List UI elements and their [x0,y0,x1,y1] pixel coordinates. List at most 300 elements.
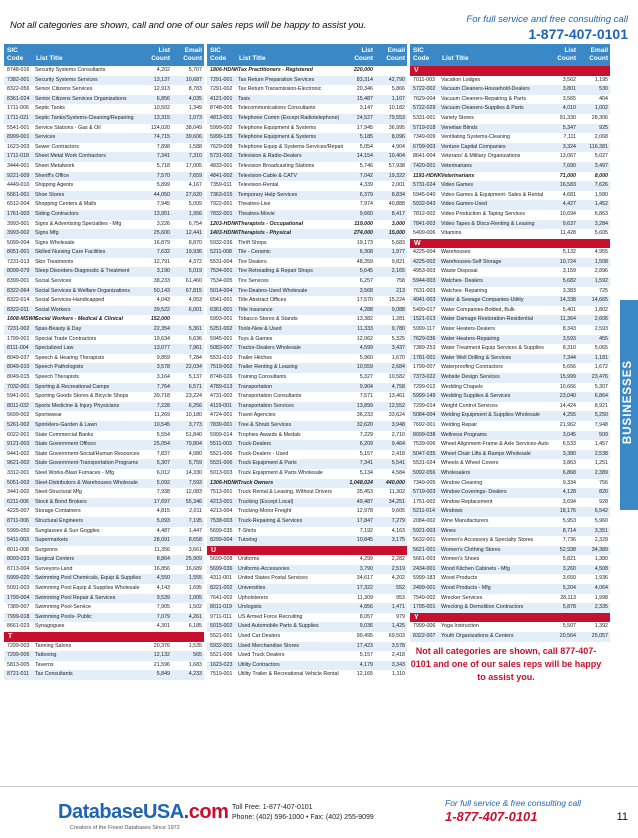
callout-text: For full service and free consulting call [466,14,628,25]
sic-code: 5099-004 [7,239,30,246]
sic-code: 7359-011 [210,182,232,189]
sic-code: 5531-010 [210,354,233,361]
sic-code: 7841-003 [413,220,436,227]
email-count: 7,284 [188,354,202,361]
sic-code: 1203-HDNK [210,220,239,227]
sic-code: 7922-001 [210,201,233,208]
sic-code: 1623-003 [7,143,30,150]
list-count: 5,307 [156,460,170,467]
email-count: 2,011 [189,508,202,515]
sic-code: 8748-016 [7,67,30,73]
table-row [410,124,610,134]
footer-callout-text: For full service & free consulting call [445,798,582,808]
email-count: 5,137 [188,374,202,380]
table-row [4,296,204,306]
list-count: 3,190 [156,268,170,275]
table-row [410,363,610,373]
list-count: 3,650 [562,575,576,582]
list-title: Truck-Repairing & Services [238,517,303,524]
list-count: 5,204 [562,585,576,592]
sic-code: 5999-149 [413,393,436,400]
sic-code: 5719-018 [413,124,436,131]
sic-code: 5731-024 [413,182,436,189]
table-row [410,287,610,297]
table-row [410,258,610,268]
list-title: Sheriff's Office [35,172,70,179]
list-title: Skilled Nursing Care Facilities [35,249,106,256]
list-title: Watches- Dealers [441,278,483,285]
table-row [207,651,407,661]
sic-code: 8011-032 [7,402,29,409]
table-row [410,383,610,393]
list-count: 39,522 [153,306,170,313]
email-count: 2,418 [391,652,405,659]
table-row [4,450,204,460]
sic-code: 5999-183 [413,575,436,582]
list-title: Uniforms [238,556,260,563]
email-count: 8,417 [391,210,405,217]
sic-code: 1608-MSWK [7,316,38,323]
sic-code: 5999-050 [7,527,30,534]
list-title: Water Heaters-Dealers [441,326,495,333]
email-count: 7,310 [188,153,202,160]
list-count: 5,157 [359,450,373,457]
list-count: 9,637 [562,220,576,227]
list-count: 7,632 [156,249,170,256]
email-count: 1,110 [392,671,405,678]
table-row [207,632,407,642]
table-row [4,172,204,182]
email-count: 79,804 [185,441,202,448]
list-title: Used Truck Dealers [238,652,285,659]
section-letter-header [4,632,204,642]
table-row [4,133,204,143]
email-count: 13,461 [388,393,405,400]
email-count: 1,251 [594,460,608,467]
list-title: Siding Contractors [35,210,79,217]
table-row [207,594,407,604]
sic-code: 7534-001 [210,268,233,275]
sic-code: 4121-001 [210,95,233,102]
email-count: 36,995 [388,124,405,131]
email-count: 3,948 [391,421,405,428]
table-row [4,335,204,345]
phone-fax: Phone: (402) 596-1000 • Fax: (402) 255-9099 [232,814,374,821]
listing-column-2 [207,44,407,782]
brand-logo[interactable] [58,801,228,824]
callout-phone[interactable]: 1-877-407-0101 [528,26,628,42]
header-email-count: Email Count [589,47,608,62]
list-count: 74,715 [153,134,170,141]
table-row [4,114,204,124]
list-count: 3,045 [562,431,576,438]
email-count: 61,460 [185,278,202,285]
list-count: 16,879 [153,239,170,246]
list-title: Uniforms-Accessories [238,565,290,572]
sic-code: 8049-037 [7,354,30,361]
table-row [4,220,204,230]
list-title: Truck Equipment & Parts Wholesale [238,469,323,476]
table-row [207,200,407,210]
table-row [4,95,204,105]
table-row [4,661,204,671]
list-count: 5,656 [562,364,576,371]
list-title: Sheet Metal Work Contractors [35,153,106,160]
table-row [410,133,610,143]
list-title: Shoe Stores [35,191,65,198]
list-count: 152,000 [150,316,170,323]
sic-code: 2499-001 [413,585,436,592]
list-title: Social Workers [35,306,71,313]
email-count: 10,182 [388,105,405,112]
list-count: 23,040 [559,393,576,400]
list-title: Water Damage Restoration-Residential [441,316,533,323]
email-count: 2,165 [391,268,405,275]
list-count: 7,079 [156,613,170,620]
list-title: Structural Engineers [35,517,83,524]
list-count: 20,564 [559,633,576,640]
list-title: Vacuum Cleaners-Household-Dealers [441,86,530,93]
sic-code: 4813-001 [210,114,233,121]
table-row [4,191,204,201]
footer-callout-phone[interactable]: 1-877-407-0101 [445,809,538,824]
table-row [4,363,204,373]
table-row [4,402,204,412]
sic-code: 6799-003 [413,143,436,150]
list-title: Specialized Law [35,345,74,352]
list-count: 5,401 [562,306,576,313]
list-title: Warehouses-Self Storage [441,258,502,265]
list-count: 11,364 [560,316,576,323]
table-row [207,670,407,680]
email-count: 17,005 [185,162,202,169]
sic-code: 5411-003 [7,537,29,544]
list-count: 7,344 [562,354,576,361]
table-row [207,450,407,460]
table-row [410,536,610,546]
list-count: 14,424 [559,402,576,409]
email-count: 1,588 [188,143,202,150]
list-count: 14,338 [559,297,576,304]
email-count: 2,068 [594,134,608,141]
email-count: 5,027 [594,153,608,160]
sic-code: 8299-004 [210,537,233,544]
list-title: Wood Products - Mfg [441,585,491,592]
list-title: Tanning Salons [35,642,72,649]
list-count: 5,821 [562,556,576,563]
email-count: 2,389 [594,469,608,476]
list-count: 4,043 [156,297,170,304]
table-row [4,344,204,354]
sic-code: 5944-003 [413,278,436,285]
list-title: Vacuum Cleaners-Supplies & Parts [441,105,524,112]
footer-callout [445,798,581,824]
list-count: 4,427 [562,201,576,208]
list-count: 20,346 [356,86,373,93]
table-row [410,594,610,604]
email-count: 4,508 [594,565,608,572]
sic-code: 5014-004 [210,287,233,294]
list-count: 38,233 [153,278,170,285]
sic-code: 5999-135 [210,134,233,141]
list-title: Swimming Pools- Public [35,613,92,620]
sic-code: Y [414,613,419,621]
list-title: Used Car Dealers [238,633,281,640]
sic-code: 5541-001 [7,124,30,131]
table-row [207,95,407,105]
email-count: 1,956 [188,210,202,217]
list-title: Training Consultants [238,374,287,380]
table-row [4,373,204,383]
list-count: 7,974 [359,201,373,208]
list-title: Services [35,134,56,141]
email-count: 1,380 [594,556,608,563]
list-title: Wedding Supplies & Services [441,393,511,400]
list-count: 25,600 [153,230,170,237]
email-count: 5,605 [594,230,608,237]
list-title: Trucking (Except Local) [238,498,294,505]
sic-code: 1799-007 [413,364,436,371]
table-row [4,622,204,632]
table-row [4,421,204,431]
email-count: 3,661 [188,546,202,553]
list-title: Stock & Bond Brokers [35,498,87,505]
email-count: 5,707 [188,67,202,73]
sic-code: 7382-001 [7,76,30,83]
email-count: 7,195 [188,517,202,524]
sic-code: 5731-002 [210,153,233,160]
list-count: 5,093 [156,517,170,524]
list-count: 8,864 [156,556,170,563]
list-title: Septic Tanks [35,105,65,112]
list-count: 5,134 [359,469,373,476]
sic-code: 4724-001 [210,412,233,419]
sic-code: 7629-004 [413,95,436,102]
list-count: 4,301 [156,623,170,630]
sic-code: 8711-006 [7,517,29,524]
sic-code: 8748-005 [210,105,233,112]
list-count: 3,694 [562,498,576,505]
list-title: Veterinarians [441,162,472,169]
list-count: 3,164 [156,374,170,380]
table-row [4,594,204,604]
table-row [4,440,204,450]
list-title: Truck Equipment & Parts [238,460,297,467]
email-count: 1,672 [594,364,608,371]
list-title: Utility Trailer & Recreational Vehicle Rental [238,671,339,678]
table-row [207,527,407,537]
list-title: Transportation Services [238,402,294,409]
email-count: 2,896 [594,268,608,275]
email-count: 3,351 [594,527,608,534]
sic-code: 7519-002 [210,364,233,371]
list-title: Skin Treatments [35,258,74,265]
list-title: Wood Kitchen Cabinets - Mfg [441,565,510,572]
table-row [410,248,610,258]
table-row [207,479,407,489]
list-title: Urologists [238,604,262,611]
section-letter-header [410,239,610,249]
sic-code: 5722-002 [413,86,436,93]
table-row [207,296,407,306]
list-title: Vacation Lodges [441,76,481,83]
list-title: Wines [441,527,456,534]
list-title: Tax Return Transmission-Electronic [238,86,322,93]
list-title: Steel-Structural Mfg [35,489,82,496]
list-count: 16,856 [153,565,170,572]
table-row [410,220,610,230]
table-row [207,574,407,584]
table-row [410,85,610,95]
list-title: Tobacco Stores & Stands [238,316,298,323]
sic-code: 4833-001 [210,162,233,169]
section-letter-header [410,66,610,76]
table-row [4,536,204,546]
email-count: 1,535 [188,642,202,649]
list-title: Water Well Drilling & Services [441,354,512,361]
list-title: Window Coverings- Dealers [441,489,507,496]
sic-code: 7011-003 [413,76,435,83]
list-count: 17,945 [356,124,373,131]
email-count: 725 [599,287,608,294]
table-row [410,555,610,565]
list-title: Trucking-Motor Freight [238,508,292,515]
sic-code: 5511-003 [210,441,232,448]
email-count: 6,636 [188,335,202,342]
table-row [207,258,407,268]
brand-tagline: Creators of the Finest Databases Since 1972 [70,825,180,831]
sic-code: 8322-056 [7,86,30,93]
email-count: 530 [599,86,608,93]
email-count: 7,279 [391,517,405,524]
list-title: Social Services & Welfare Organizations [35,287,130,294]
email-count: 2,418 [391,450,405,457]
list-title: Supermarkets [35,537,68,544]
email-count: 4,372 [188,258,202,265]
table-row [410,498,610,508]
list-count: 6,209 [359,441,373,448]
email-count: 5,325 [391,335,405,342]
list-title: Storage Containers [35,508,81,515]
list-count: 15,999 [559,374,576,380]
table-row [207,114,407,124]
table-row [4,200,204,210]
table-row [4,555,204,565]
table-row [410,584,610,594]
list-count: 4,550 [156,575,170,582]
email-count: 22,034 [185,364,202,371]
list-title: Trailer Hitches [238,354,272,361]
sic-code: 4841-002 [210,172,233,179]
rows-col-3 [410,66,610,642]
table-row [410,114,610,124]
email-count: 4,202 [391,575,405,582]
table-row [207,325,407,335]
email-count: 404 [599,95,608,102]
table-row [207,373,407,383]
sic-code: 1781-001 [413,354,436,361]
email-count: 7,948 [594,421,608,428]
sic-code: 5999-014 [210,431,233,438]
list-count: 13,067 [559,153,576,160]
email-count: 1,181 [594,354,608,361]
list-title: Tire Dealers [238,258,267,265]
email-count: 4,167 [188,182,202,189]
list-count: 7,111 [563,134,576,141]
list-count: 13,951 [153,210,170,217]
sic-code: 1191-HDNK [413,172,442,179]
sic-code: 7032-001 [7,383,30,390]
list-count: 8,057 [359,613,373,620]
list-title: Speech Therapists [35,374,80,380]
email-count: 5,541 [391,460,405,467]
table-row [4,431,204,441]
sic-code: 8361-024 [7,95,30,102]
sic-code: 8661-023 [7,623,30,630]
list-title: Shopping Centers & Malls [35,201,97,208]
list-count: 3,380 [562,450,576,457]
sic-code: 9121-003 [7,441,30,448]
listing-column-1 [4,44,204,782]
email-count: 69,503 [388,633,405,640]
list-count: 5,682 [562,278,576,285]
list-title: T-Shirts [238,527,257,534]
list-title: Travel Agencies [238,412,276,419]
list-title: Taxis [238,95,251,102]
email-count: 5,019 [188,268,202,275]
list-count: 4,128 [562,489,576,496]
toll-free: Toll Free: 1-877-407-0101 [232,804,313,811]
table-row [207,104,407,114]
list-title: Surgeons [35,546,58,553]
sic-code: 3441-002 [7,489,30,496]
sic-code: 5999-002 [210,124,233,131]
column-header [4,44,204,66]
list-title: Swimming Pool Repair & Services [35,594,116,601]
email-count: 12,552 [388,402,405,409]
sic-code: 5621-001 [413,546,436,553]
sic-code: 4941-003 [413,297,436,304]
list-title: Transportation Consultants [238,393,302,400]
list-count: 8,310 [562,345,576,352]
sic-code: 8322-007 [413,633,436,640]
email-count: 820 [599,489,608,496]
list-count: 13,077 [153,345,170,352]
list-title: Waterproofing Contractors [441,364,503,371]
sic-code: 6512-004 [7,201,30,208]
sic-code: 5092-056 [413,469,436,476]
sic-code: 8322-014 [7,297,30,304]
list-count: 4,487 [156,527,170,534]
list-count: 7,042 [359,172,373,179]
table-row [410,411,610,421]
email-count: 25,909 [185,556,202,563]
sic-code: 4213-001 [210,498,233,505]
list-title: Used Automobile Parts & Supplies [238,623,319,630]
list-title: Tile - Ceramic [238,249,271,256]
logo-main: Database [58,801,143,823]
table-row [4,66,204,76]
list-count: 16,583 [559,182,576,189]
email-count: 1,998 [594,594,608,601]
table-row [207,440,407,450]
sic-code: 8713-004 [7,565,30,572]
email-count: 1,695 [188,585,202,592]
email-count: 5,009 [188,201,202,208]
email-count: 6,863 [594,210,608,217]
list-title: Window Cleaning [441,479,483,486]
sic-code: 8322-064 [7,287,30,294]
